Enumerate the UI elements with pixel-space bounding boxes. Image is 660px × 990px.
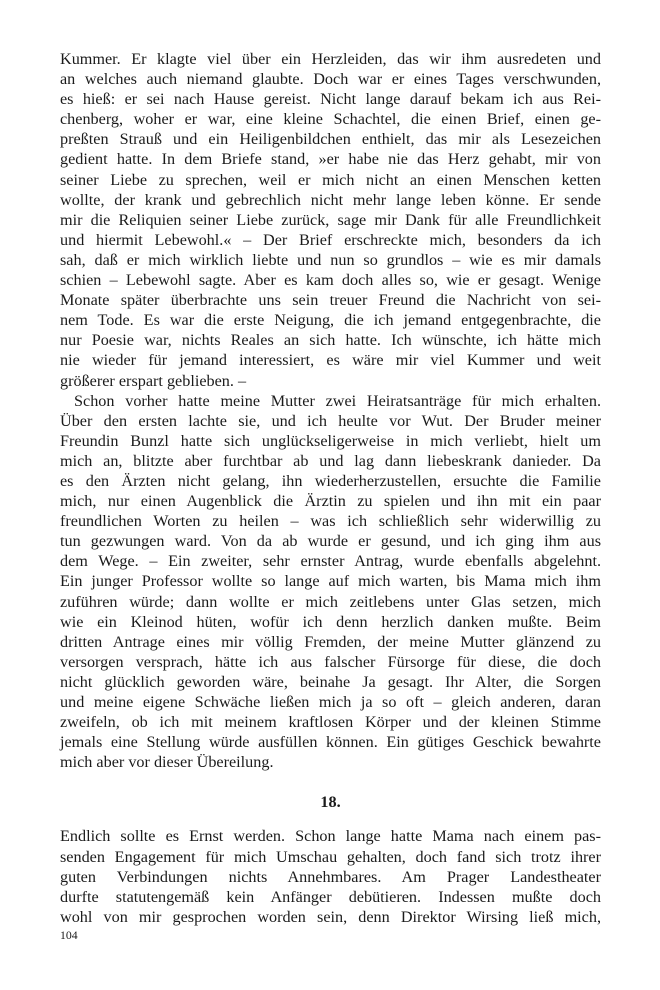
- text-line: und meine eigene Schwäche ließen mich ja so oft – gleich anderen, daran: [60, 693, 601, 711]
- paragraph: [60, 49, 601, 391]
- text-line: guten Verbindungen nichts Annehmbares. Am Prager Landestheater: [60, 867, 601, 886]
- text-line: chenberg, woher er war, eine kleine Schachtel, die einen Brief, einen ge-: [60, 110, 601, 129]
- text-line: durfte statutengemäß kein Anfänger debütieren. Indessen mußte doch: [60, 887, 601, 906]
- text-line: mich aber vor dieser Übereilung.: [60, 753, 274, 772]
- text-line: größerer erspart geblieben. –: [60, 371, 247, 390]
- text-line: es hieß: er sei nach Hause gereist. Nicht lange darauf bekam ich aus Rei-: [60, 90, 601, 109]
- text-line: senden Engagement für mich Umschau gehalten, doch fand sich trotz ihrer: [60, 847, 601, 866]
- text-line: wie ein Kleinod hüten, wofür ich denn herzlich danken mußte. Beim: [60, 612, 601, 631]
- text-line: sah, daß er mich wirklich liebte und nun so grundlos – wie es mir damals: [60, 250, 601, 269]
- text-line: mir die Reliquien seiner Liebe zurück, sage mir Dank für alle Freundlichkeit: [60, 210, 601, 229]
- text-line: nem Tode. Es war die erste Neigung, die ich jemand entgegenbrachte, die: [60, 311, 601, 330]
- paragraph: [60, 391, 601, 773]
- text-line: zuführen würde; dann wollte er mich zeitlebens unter Glas setzen, mich: [60, 592, 601, 611]
- text-line: Freundin Bunzl hatte sich unglückseligerweise in mich verliebt, hielt um: [60, 431, 601, 450]
- text-line: an welches auch niemand glaubte. Doch war er eines Tages verschwunden,: [60, 70, 601, 89]
- text-line: freundlichen Worten zu heilen – was ich schließlich sehr widerwillig zu: [60, 512, 601, 531]
- text-line: Schon vorher hatte meine Mutter zwei Heiratsanträge für mich erhalten.: [74, 391, 601, 410]
- text-line: es den Ärzten nicht gelang, ihn wiederherzustellen, ersuchte die Familie: [60, 471, 601, 490]
- text-line: preßten Strauß und ein Heiligenbildchen enthielt, das mir als Lesezeichen: [60, 130, 601, 149]
- text-line: nicht glücklich geworden wäre, beinahe Ja gesagt. Ihr Alter, die Sorgen: [60, 672, 601, 691]
- section-heading: 18.: [320, 793, 341, 812]
- text-line: versorgen versprach, hätte ich aus falscher Fürsorge für diese, die doch: [60, 652, 601, 671]
- text-line: Endlich sollte es Ernst werden. Schon lange hatte Mama nach einem pas-: [60, 827, 601, 846]
- text-line: nie wieder für jemand interessiert, es wäre mir viel Kummer und weit: [60, 351, 601, 370]
- text-line: dem Wege. – Ein zweiter, sehr ernster Antrag, wurde ebenfalls abgelehnt.: [60, 552, 601, 571]
- text-line: wohl von mir gesprochen worden sein, denn Direktor Wirsing ließ mich,: [60, 907, 601, 926]
- text-line: schien – Lebewohl sagte. Aber es kam doch alles so, wie er gesagt. Wenige: [60, 271, 601, 290]
- text-line: gedient hatte. In dem Briefe stand, »er habe nie das Herz gehabt, mir von: [60, 150, 601, 169]
- page-text: [60, 49, 601, 927]
- text-line: Monate später überbrachte uns sein treuer Freund die Nachricht von sei-: [60, 291, 601, 310]
- text-line: Kummer. Er klagte viel über ein Herzleiden, das wir ihm ausredeten und: [60, 50, 601, 68]
- text-line: mich an, blitzte aber furchtbar ab und lag dann liebeskrank danieder. Da: [60, 451, 601, 470]
- text-line: zweifeln, ob ich mit meinem kraftlosen Körper und der kleinen Stimme: [60, 713, 601, 732]
- paragraph: [60, 826, 601, 926]
- text-line: nur Poesie war, nichts Reales an sich hatte. Ich wünschte, ich hätte mich: [60, 331, 601, 350]
- text-line: seiner Liebe zu sprechen, weil er mich nicht an einen Menschen ketten: [60, 170, 601, 189]
- text-line: und hiermit Lebewohl.« – Der Brief erschreckte mich, besonders da ich: [60, 230, 601, 249]
- text-line: jemals eine Stellung würde ausfüllen können. Ein gütiges Geschick bewahrte: [60, 733, 601, 752]
- text-line: wollte, der krank und gebrechlich nicht mehr lange leben könne. Er sende: [60, 190, 601, 209]
- text-line: mich, nur einen Augenblick die Ärztin zu spielen und ihn mit ein paar: [60, 492, 601, 511]
- page-number: 104: [60, 928, 78, 942]
- text-line: Über den ersten lachte sie, und ich heulte vor Wut. Der Bruder meiner: [60, 411, 601, 430]
- text-line: Ein junger Professor wollte so lange auf mich warten, bis Mama mich ihm: [60, 572, 601, 591]
- text-line: tun gezwungen ward. Von da ab wurde er gesund, und ich ging ihm aus: [60, 532, 601, 551]
- text-line: dritten Antrage eines mir völlig Fremden, der meine Mutter glänzend zu: [60, 632, 601, 651]
